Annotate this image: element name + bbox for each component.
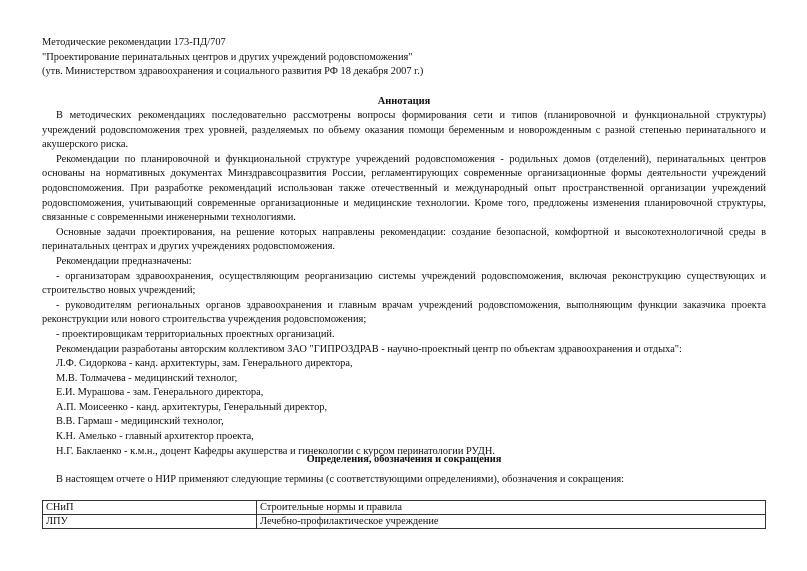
document-title: "Проектирование перинатальных центров и других учреждений родовспоможения" [42, 51, 413, 63]
authors-list [42, 357, 766, 459]
authors-intro: Рекомендации разработаны авторским коллективом ЗАО "ГИПРОЗДРАВ - научно-проектный центр по объектам здравоохранения и отдыха": [56, 343, 682, 355]
meaning-cell: Строительные нормы и правила [257, 501, 766, 515]
audience-item: - проектировщикам территориальных проектных организаций. [56, 328, 335, 340]
definitions-heading: Определения, обозначения и сокращения [306, 454, 502, 465]
audience-item: - руководителям региональных органов здравоохранения и главным врачам учреждений родовспоможения, выполняющим функции заказчика проекта реконструкции или нового строительства учреждения родовспоможения; [42, 299, 766, 326]
author-line: М.В. Толмачева - медицинский технолог, [56, 372, 238, 384]
abbreviation-cell: ЛПУ [43, 515, 257, 529]
definitions-intro: В настоящем отчете о НИР применяют следующие термины (с соответствующими определениями), обозначения и сокращения: [56, 474, 625, 485]
document-header [42, 36, 782, 80]
annotation-paragraph: Рекомендации предназначены: [56, 255, 192, 267]
definitions-table [42, 500, 766, 529]
table-row [43, 501, 766, 515]
author-line: Н.Г. Баклаенко - к.м.н., доцент Кафедры акушерства и гинекологии с курсом перинатологии РУДН. [56, 445, 495, 457]
author-line: Л.Ф. Сидоркова - канд. архитектуры, зам. Генерального директора, [56, 358, 353, 370]
author-line: В.В. Гармаш - медицинский технолог, [56, 416, 224, 428]
annotation-paragraph: Основные задачи проектирования, на решение которых направлены рекомендации: создание безопасной, комфортной и высокотехнологичной среды в перинатальных центрах и других учреждениях родовспоможения. [42, 226, 766, 253]
table-row [43, 515, 766, 529]
approval-note: (утв. Министерством здравоохранения и социального развития РФ 18 декабря 2007 г.) [42, 66, 424, 78]
abbreviation-cell: СНиП [43, 501, 257, 515]
author-line: К.Н. Амелько - главный архитектор проекта, [56, 431, 254, 443]
annotation-section [42, 109, 766, 459]
annotation-paragraph: В методических рекомендациях последовательно рассмотрены вопросы формирования сети и типов (планировочной и функциональной структуры) учреждений родовспоможения трех уровней, разделяемых по объему оказания помощи беременным и новорожденным с разной степенью перинатального и акушерского риска. [42, 110, 766, 151]
author-line: Е.И. Мурашова - зам. Генерального директора, [56, 387, 264, 399]
author-line: А.П. Моисеенко - канд. архитектуры, Генеральный директор, [56, 401, 328, 413]
annotation-paragraph: Рекомендации по планировочной и функциональной структуре учреждений родовспоможения - родильных домов (отделений), перинатальных центров основаны на нормативных документах Минздравсоцразвития России, регламентирующих современные организационные формы деятельности учреждений родовспоможения. При разработке рекомендаций использован также отечественный и международный опыт пространственной организации учреждений родовспоможения, учитывающий современные организационные и медицинские технологии. Кроме того, предложены изменения планировочной структуры, связанные с современными инженерными технологиями. [42, 153, 766, 224]
audience-item: - организаторам здравоохранения, осуществляющим реорганизацию системы учреждений родовспоможения, включая реконструкцию существующих и строительство новых учреждений; [42, 270, 766, 297]
document-number: Методические рекомендации 173-ПД/707 [42, 37, 226, 48]
annotation-heading: Аннотация [377, 96, 431, 107]
meaning-cell: Лечебно-профилактическое учреждение [257, 515, 766, 529]
